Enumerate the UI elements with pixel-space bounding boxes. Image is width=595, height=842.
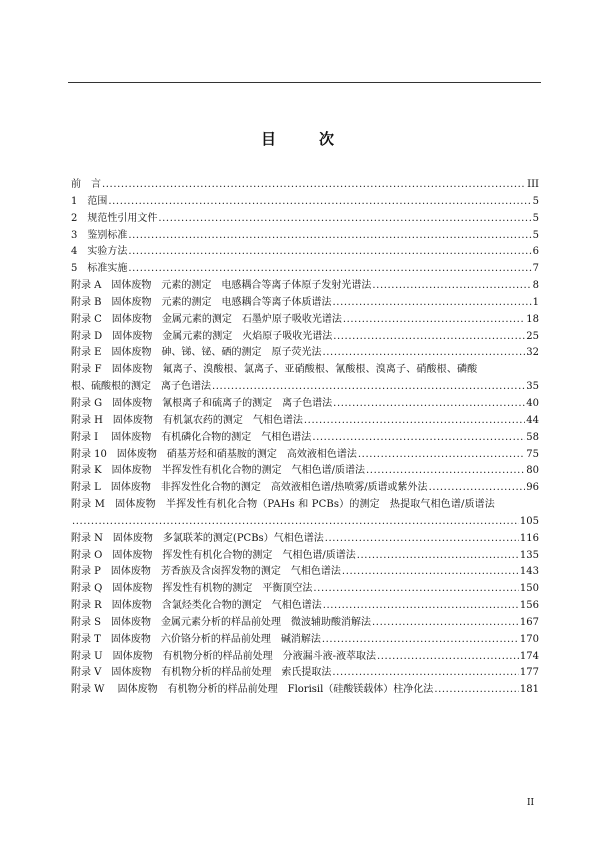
toc-entry-page: 116 [519, 532, 539, 544]
toc-entry-page: 170 [519, 633, 539, 645]
toc-entry[interactable] [71, 211, 539, 228]
toc-entry-page: 105 [519, 515, 539, 527]
toc-entry-page: 18 [526, 313, 539, 325]
toc-entry-page: 177 [519, 667, 539, 679]
toc-entry-label: 附录 W 固体废物 有机物分析的样品前处理 Florisil（硅酸镁载体）柱净化法 [71, 684, 434, 696]
toc-entry-label: 附录 N 固体废物 多氯联苯的测定(PCBs）气相色谱法 [71, 532, 324, 544]
toc-leader-dots [343, 312, 525, 329]
toc-entry-label: 附录 K 固体废物 半挥发性有机化合物的测定 气相色谱/质谱法 [71, 465, 366, 477]
toc-entry-label: 4 实验方法 [71, 246, 128, 258]
toc-entry[interactable] [71, 581, 539, 598]
toc-entry[interactable] [71, 531, 539, 548]
toc-leader-dots [212, 379, 525, 396]
toc-leader-dots [333, 295, 532, 312]
toc-entry-page: 5 [532, 229, 539, 241]
toc-entry[interactable] [71, 379, 539, 396]
toc-leader-dots [322, 345, 525, 362]
toc-leader-dots [358, 447, 525, 464]
toc-entry[interactable] [71, 463, 539, 480]
toc-leader-dots [377, 649, 519, 666]
toc-entry[interactable] [71, 514, 539, 531]
toc-entry[interactable] [71, 228, 539, 245]
toc-entry-label: 附录 O 固体废物 挥发性有机化合物的测定 气相色谱/质谱法 [71, 549, 356, 561]
toc-entry-page: 5 [532, 195, 539, 207]
toc-entry-label: 附录 U 固体废物 有机物分析的样品前处理 分液漏斗液-液萃取法 [71, 650, 376, 662]
page-title: 目 次 [260, 130, 348, 148]
toc-entry-label: 3 鉴别标准 [71, 229, 128, 241]
toc-leader-dots [312, 430, 525, 447]
toc-entry-label: 附录 E 固体废物 砷、锑、铋、硒的测定 原子荧光法 [71, 347, 322, 359]
toc-entry[interactable] [71, 295, 539, 312]
toc-entry-label: 1 范围 [71, 195, 108, 207]
toc-leader-dots [357, 548, 519, 565]
toc-entry[interactable] [71, 329, 539, 346]
toc-entry[interactable] [71, 447, 539, 464]
toc-leader-dots [333, 396, 525, 413]
toc-entry-page: 7 [532, 263, 539, 275]
toc-entry-label: 附录 L 固体废物 非挥发性化合物的测定 高效液相色谱/热喷雾/质谱或紫外法 [71, 482, 428, 494]
toc-leader-dots [323, 598, 519, 615]
toc-entry[interactable] [71, 564, 539, 581]
toc-leader-dots [325, 531, 519, 548]
toc-entry-label: 根、硫酸根的测定 离子色谱法 [71, 381, 211, 393]
toc-entry[interactable] [71, 278, 539, 295]
toc-entry-page: 58 [526, 431, 539, 443]
toc-entry-page: 6 [532, 246, 539, 258]
toc-entry-label: 附录 R 固体废物 含氯烃类化合物的测定 气相色谱法 [71, 600, 322, 612]
toc-leader-dots [72, 514, 519, 531]
toc-entry-label: 附录 H 固体废物 有机氯农药的测定 气相色谱法 [71, 414, 303, 426]
toc-leader-dots [108, 194, 531, 211]
toc-entry-page: 156 [519, 600, 539, 612]
toc-leader-dots [434, 682, 519, 699]
toc-leader-dots [429, 480, 526, 497]
toc-leader-dots [333, 329, 525, 346]
toc-entry-label: 附录 G 固体废物 氰根离子和硫离子的测定 离子色谱法 [71, 397, 333, 409]
toc-entry[interactable] [71, 682, 539, 699]
toc-entry[interactable] [71, 177, 539, 194]
toc-leader-dots [128, 261, 531, 278]
toc-entry-page: 32 [526, 347, 539, 359]
toc-entry-label: 附录 P 固体废物 芳香族及含卤挥发物的测定 气相色谱法 [71, 566, 341, 578]
toc-entry[interactable] [71, 665, 539, 682]
toc-entry[interactable] [71, 548, 539, 565]
toc-entry[interactable] [71, 261, 539, 278]
toc-entry-page: 150 [519, 583, 539, 595]
toc-entry[interactable] [71, 430, 539, 447]
toc-entry-label: 附录 D 固体废物 金属元素的测定 火焰原子吸收光谱法 [71, 330, 333, 342]
toc-entry-label: 附录 Q 固体废物 挥发性有机物的测定 平衡顶空法 [71, 583, 313, 595]
toc-entry-page: 40 [526, 397, 539, 409]
toc-entry-page: 75 [526, 448, 539, 460]
toc-leader-dots [366, 463, 525, 480]
toc-entry-page: 143 [519, 566, 539, 578]
toc-leader-dots [372, 615, 519, 632]
toc-entry[interactable] [71, 345, 539, 362]
toc-entry-page: 25 [526, 330, 539, 342]
toc-entry-first-line[interactable]: 附录 M 固体废物 半挥发性有机化合物（PAHs 和 PCBs）的测定 热提取气相色谱/质谱法 [71, 499, 495, 511]
toc-leader-dots [332, 665, 519, 682]
toc-entry-page: 80 [526, 465, 539, 477]
page-number: II [527, 798, 535, 808]
toc-entry-label: 附录 C 固体废物 金属元素的测定 石墨炉原子吸收光谱法 [71, 313, 342, 325]
toc-leader-dots [158, 211, 531, 228]
toc-entry-page: 8 [532, 280, 539, 292]
toc-entry-page: 174 [519, 650, 539, 662]
toc-entry-label: 2 规范性引用文件 [71, 212, 158, 224]
toc-entry[interactable] [71, 649, 539, 666]
toc-leader-dots [313, 581, 519, 598]
toc-entry[interactable] [71, 413, 539, 430]
toc-entry-label: 附录 T 固体废物 六价铬分析的样品前处理 碱消解法 [71, 633, 321, 645]
toc-entry-page: 1 [532, 296, 539, 308]
toc-entry[interactable] [71, 312, 539, 329]
table-of-contents [71, 177, 539, 699]
toc-leader-dots [128, 228, 531, 245]
toc-entry-label: 附录 B 固体废物 元素的测定 电感耦合等离子体质谱法 [71, 296, 332, 308]
toc-entry-page: 181 [519, 684, 539, 696]
toc-entry-page: III [527, 179, 539, 190]
toc-entry[interactable] [71, 598, 539, 615]
toc-entry-first-line[interactable]: 附录 F 固体废物 氟离子、溴酸根、氯离子、亚硝酸根、氰酸根、溴离子、硝酸根、磷酸 [71, 364, 478, 376]
toc-entry-label: 5 标准实施 [71, 263, 128, 275]
toc-leader-dots [322, 632, 519, 649]
toc-entry-label: 附录 A 固体废物 元素的测定 电感耦合等离子体原子发射光谱法 [71, 280, 372, 292]
toc-entry-page: 44 [526, 414, 539, 426]
toc-entry[interactable] [71, 396, 539, 413]
toc-leader-dots [372, 278, 531, 295]
toc-entry-label: 附录 V 固体废物 有机物分析的样品前处理 索氏提取法 [71, 667, 332, 679]
toc-entry-label: 附录 10 固体废物 硝基芳烃和硝基胺的测定 高效液相色谱法 [71, 448, 357, 460]
toc-entry-label: 附录 S 固体废物 金属元素分析的样品前处理 微波辅助酸消解法 [71, 616, 372, 628]
toc-entry[interactable] [71, 480, 539, 497]
toc-leader-dots [304, 413, 525, 430]
toc-entry-page: 96 [526, 482, 539, 494]
toc-entry-page: 5 [532, 212, 539, 224]
toc-entry-page: 135 [519, 549, 539, 561]
toc-leader-dots [342, 564, 519, 581]
toc-entry[interactable] [71, 194, 539, 211]
toc-entry[interactable] [71, 244, 539, 261]
toc-entry-page: 35 [526, 381, 539, 393]
header-rule [68, 82, 541, 83]
toc-leader-dots [128, 244, 531, 261]
toc-entry-label: 前 言 [71, 179, 101, 190]
toc-entry-page: 167 [519, 616, 539, 628]
toc-entry-label: 附录 I 固体废物 有机磷化合物的测定 气相色谱法 [71, 431, 312, 443]
toc-entry[interactable] [71, 615, 539, 632]
toc-entry[interactable] [71, 632, 539, 649]
toc-leader-dots [102, 177, 526, 194]
